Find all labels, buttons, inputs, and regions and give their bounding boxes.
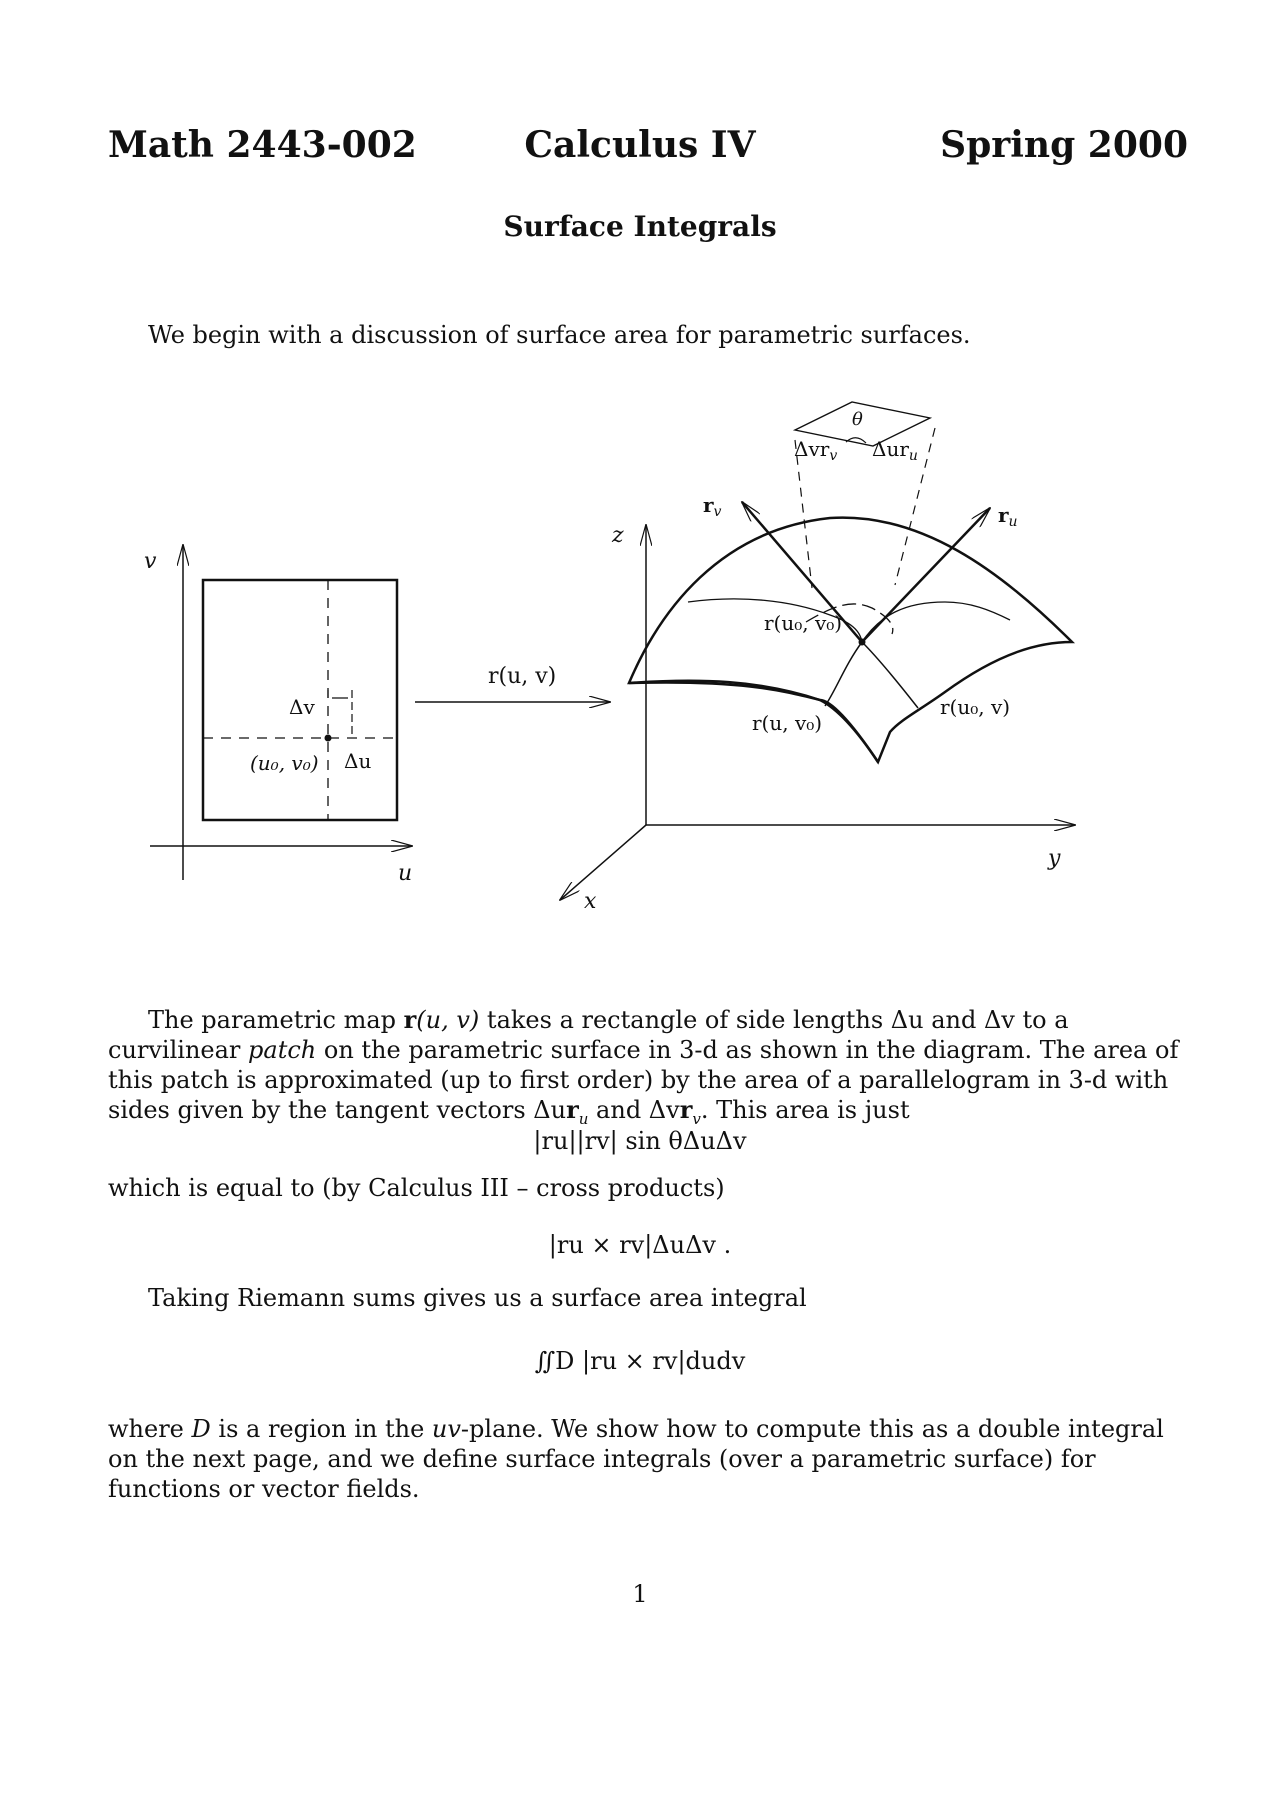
theta-label: θ (852, 409, 863, 430)
surface-inner-right (862, 602, 1010, 642)
body-paragraph-4: where D is a region in the uv-plane. We show how to compute this as a double integral on the next page, and we define surface integrals (over a parametric surface) for functions or vector fields. (108, 1415, 1164, 1503)
point-u0-v0-label: (u₀, v₀) (250, 751, 319, 775)
delta-u-label: Δu (344, 749, 372, 773)
course-term: Spring 2000 (940, 124, 1188, 166)
equation-2: |ru × rv|ΔuΔv . (548, 1231, 732, 1259)
course-subject: Calculus IV (524, 124, 756, 166)
u-axis-label: u (398, 861, 413, 886)
r-u-label: $r_u$ (998, 503, 1018, 530)
surface-diagram (0, 390, 1280, 950)
equation-3: ∬D |ru × rv|dudv (534, 1347, 746, 1375)
body-paragraph-2: which is equal to (by Calculus III – cross products) (108, 1174, 725, 1202)
y-axis-label: y (1048, 846, 1061, 871)
x-axis (560, 825, 646, 900)
equation-1: |ru||rv| sin θΔuΔv (533, 1127, 747, 1155)
intro-paragraph: We begin with a discussion of surface area for parametric surfaces. (148, 321, 971, 349)
curve-r-u0-v (862, 642, 918, 708)
x-axis-label: x (584, 889, 597, 914)
curve-label-r-u-v0: r(u, v₀) (752, 711, 823, 735)
delta-v-label: Δv (289, 695, 315, 719)
du-ru-label: Δur$_u$ (872, 437, 918, 464)
course-number: Math 2443-002 (108, 124, 417, 166)
curve-r-u-v0 (825, 642, 862, 706)
r-u-vector (862, 508, 990, 642)
page-title: Surface Integrals (503, 210, 777, 243)
curve-label-r-u0-v: r(u₀, v) (940, 695, 1011, 719)
z-axis-label: z (612, 523, 624, 548)
dv-rv-label: Δvr$_v$ (794, 437, 838, 464)
small-cell (328, 690, 352, 738)
v-axis-label: v (144, 549, 157, 574)
point-label-r-u0-v0: r(u₀, v₀) (764, 611, 843, 635)
map-label: r(u, v) (488, 664, 557, 689)
body-paragraph-3: Taking Riemann sums gives us a surface area integral (148, 1284, 807, 1312)
r-v-label: $r_v$ (703, 493, 722, 520)
body-paragraph-1: The parametric map r(u, v) takes a rectangle of side lengths Δu and Δv to a curvilinear patch on the parametric surface in 3-d as shown in the diagram. The area of this patch is approximated (up to first order) by the area of a parallelogram in 3-d with sides given by the tangent vectors Δur$_u$ and Δvr$_v$. This area is just (108, 1005, 1179, 1128)
point-u0-v0 (325, 735, 332, 742)
page-number: 1 (632, 1580, 648, 1608)
